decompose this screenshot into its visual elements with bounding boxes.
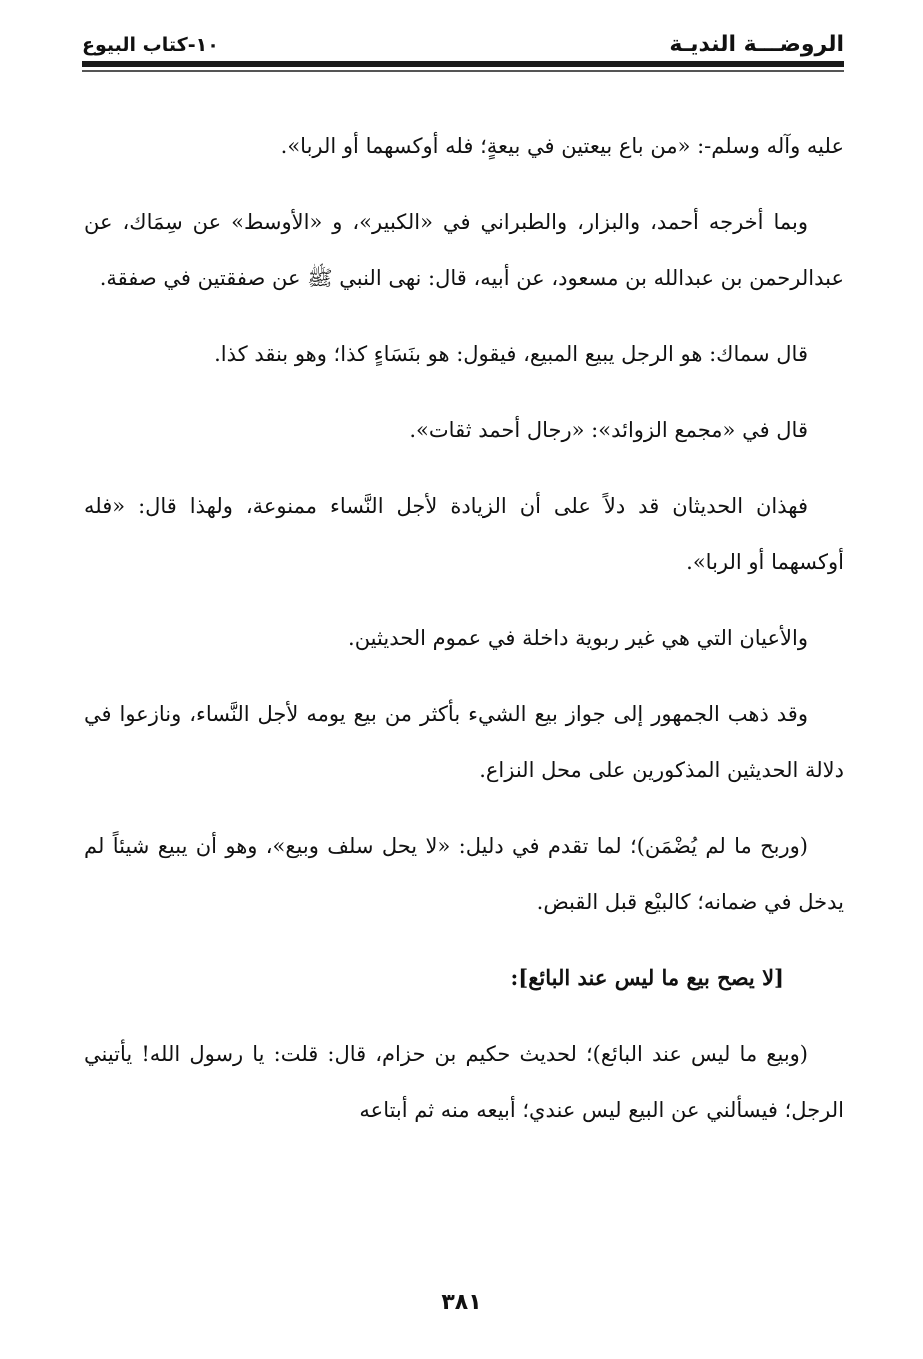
- paragraph: قال سماك: هو الرجل يبيع المبيع، فيقول: هو بنَسَاءٍ كذا؛ وهو بنقد كذا.: [214, 342, 808, 366]
- paragraph: عليه وآله وسلم-: «من باع بيعتين في بيعةٍ؛ فله أوكسهما أو الربا».: [280, 134, 844, 158]
- chapter-title: ١٠-كتاب البيوع: [82, 34, 219, 56]
- section-heading: [لا يصح بيع ما ليس عند البائع]:: [510, 965, 784, 990]
- header-rule-thick: [82, 61, 844, 67]
- header-rule-thin: [82, 70, 844, 72]
- paragraph: وبما أخرجه أحمد، والبزار، والطبراني في «الكبير»، و «الأوسط» عن سِمَاك، عن عبدالرحمن بن عبدالله بن مسعود، عن أبيه، قال: نهى النبي ﷺ عن صفقتين في صفقة.: [84, 210, 844, 290]
- paragraph: قال في «مجمع الزوائد»: «رجال أحمد ثقات».: [409, 418, 808, 442]
- body-text: [84, 118, 844, 1158]
- paragraph: (وربح ما لم يُضْمَن)؛ لما تقدم في دليل: «لا يحل سلف وبيع»، وهو أن يبيع شيئاً لم يدخل في ضمانه؛ كالبيْع قبل القبض.: [84, 834, 844, 914]
- paragraph: فهذان الحديثان قد دلاً على أن الزيادة لأجل النَّساء ممنوعة، ولهذا قال: «فله أوكسهما أو الربا».: [84, 494, 844, 574]
- page-number: ٣٨١: [441, 1290, 482, 1315]
- book-title: الروضـــة النديـة: [669, 32, 844, 57]
- page-header: [82, 24, 844, 64]
- paragraph: وقد ذهب الجمهور إلى جواز بيع الشيء بأكثر من بيع يومه لأجل النَّساء، ونازعوا في دلالة الحديثين المذكورين على محل النزاع.: [84, 702, 844, 782]
- paragraph: (وبيع ما ليس عند البائع)؛ لحديث حكيم بن حزام، قال: قلت: يا رسول الله! يأتيني الرجل؛ فيسألني عن البيع ليس عندي؛ أبيعه منه ثم أبتاعه: [84, 1042, 844, 1122]
- paragraph: والأعيان التي هي غير ربوية داخلة في عموم الحديثين.: [348, 626, 808, 650]
